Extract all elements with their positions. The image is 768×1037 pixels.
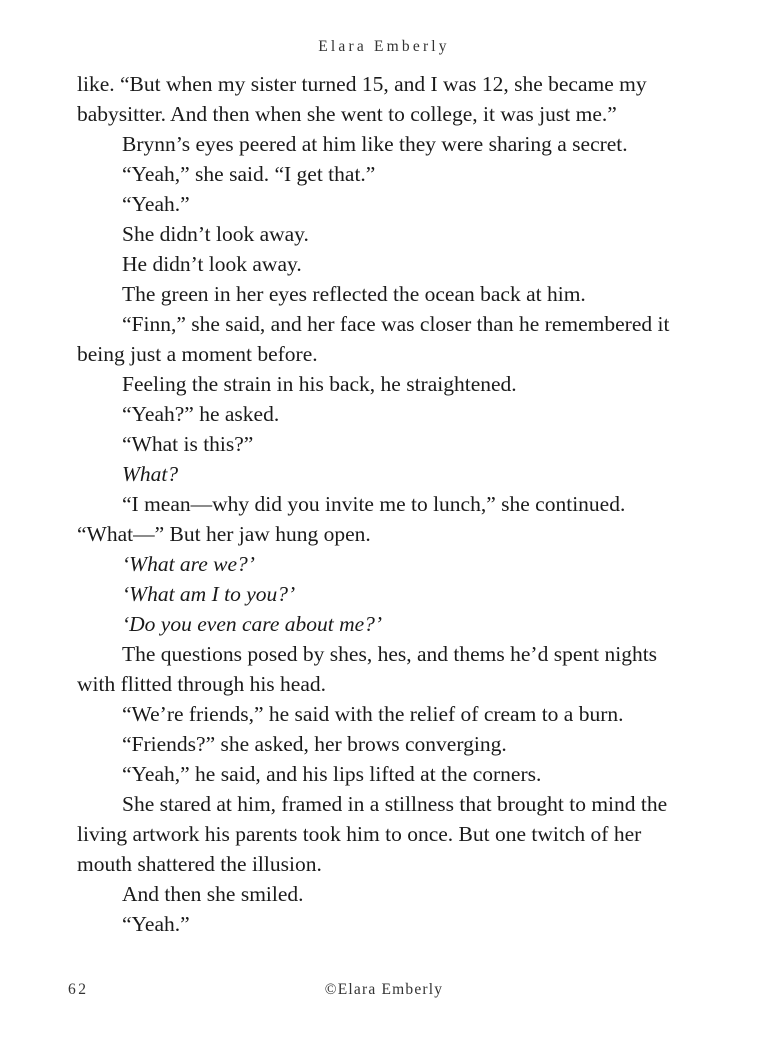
paragraph: ‘What am I to you?’ xyxy=(122,582,296,606)
copyright-footer: ©Elara Emberly xyxy=(324,981,444,998)
paragraph: The green in her eyes reflected the ocean back at him. xyxy=(122,282,586,306)
paragraph: “Yeah?” he asked. xyxy=(122,402,280,426)
paragraph: Feeling the strain in his back, he straightened. xyxy=(122,372,517,396)
paragraph: She didn’t look away. xyxy=(122,222,309,246)
paragraph: The questions posed by shes, hes, and thems he’d spent nights with flitted through his head. xyxy=(77,642,658,696)
paragraph: ‘Do you even care about me?’ xyxy=(122,612,383,636)
paragraph: ‘What are we?’ xyxy=(122,552,255,576)
paragraph: “Finn,” she said, and her face was closer than he remembered it being just a moment before. xyxy=(77,312,670,366)
paragraph: “Yeah,” she said. “I get that.” xyxy=(122,162,376,186)
paragraph: “I mean—why did you invite me to lunch,” she continued. xyxy=(122,492,626,516)
paragraph: Brynn’s eyes peered at him like they were sharing a secret. xyxy=(122,132,628,156)
paragraph: “We’re friends,” he said with the relief of cream to a burn. xyxy=(122,702,624,726)
running-header: Elara Emberly xyxy=(318,38,450,55)
paragraph: What? xyxy=(122,462,179,486)
paragraph: like. “But when my sister turned 15, and I was 12, she became my babysitter. And then when she went to college, it was just me.” xyxy=(77,72,647,126)
paragraph: “Yeah,” he said, and his lips lifted at the corners. xyxy=(122,762,542,786)
paragraph: And then she smiled. xyxy=(122,882,304,906)
paragraph: “Yeah.” xyxy=(122,912,190,936)
paragraph: “What—” But her jaw hung open. xyxy=(77,522,371,546)
page-body xyxy=(77,69,697,939)
paragraph: “What is this?” xyxy=(122,432,254,456)
page-number: 62 xyxy=(68,981,89,998)
paragraph: She stared at him, framed in a stillness that brought to mind the living artwork his parents took him to once. But one twitch of her mouth shattered the illusion. xyxy=(77,792,668,876)
paragraph: “Friends?” she asked, her brows converging. xyxy=(122,732,507,756)
paragraph: He didn’t look away. xyxy=(122,252,302,276)
paragraph: “Yeah.” xyxy=(122,192,190,216)
